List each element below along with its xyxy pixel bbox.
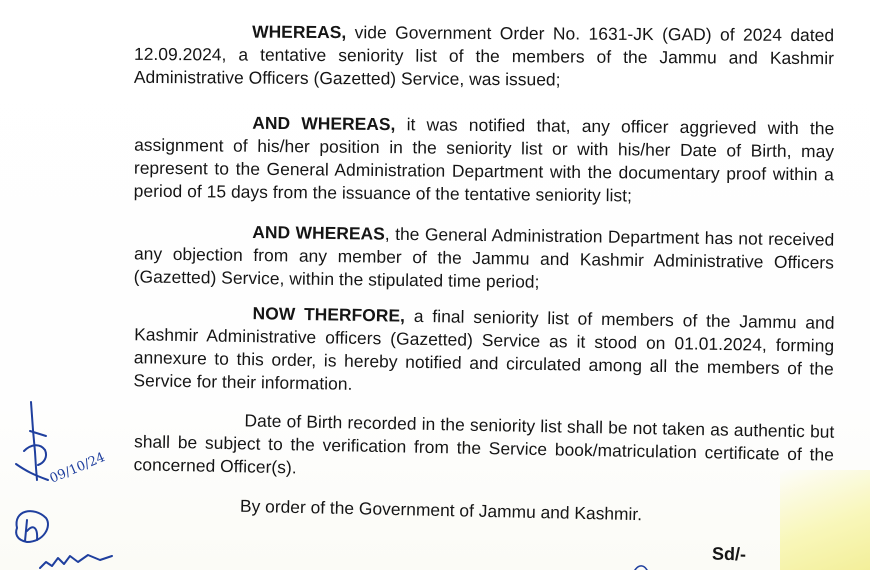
by-order-line: By order of the Government of Jammu and Kashmir. (239, 495, 643, 525)
paragraph-and-whereas-2 (134, 219, 835, 297)
signature-label: Sd/- (711, 543, 747, 565)
paragraph-date-of-birth (133, 407, 834, 489)
second-initial (16, 511, 112, 568)
handwritten-date (48, 450, 108, 487)
faint-ink-mark (635, 566, 647, 570)
indent-space (134, 128, 252, 129)
paragraph-now-therefore (133, 300, 834, 404)
paragraph-lead: AND WHEREAS (252, 221, 385, 244)
paragraph-text: a final seniority list of members of the Jammu and Kashmir Administrative officers (Gazetted) Service as it stood on 01.01.2024, forming annexure to this order, is hereby notified and circulated among all the members of the Service for their information. (133, 305, 835, 394)
paragraph-and-whereas-1 (134, 111, 835, 210)
indent-space (134, 236, 252, 238)
paragraph-text: vide Government Order No. 1631-JK (GAD) of 2024 dated 12.09.2024, a tentative seniority list of the members of the Jammu and Kashmir Administrative Officers (Gazetted) Service, was issued; (133, 22, 835, 90)
paragraph-lead: AND WHEREAS, (252, 112, 396, 135)
paragraph-whereas (134, 20, 834, 93)
paragraph-text: , the General Administration Department has not received any objection from any member of the Jammu and Kashmir Administrative Officers (Gazetted) Service, within the stipulated time period; (133, 223, 835, 292)
initial-signature (16, 402, 48, 480)
paragraph-text: Date of Birth recorded in the seniority list shall be not taken as authentic but shall be subject to the verification from the Service book/matriculation certificate of the concerned Officer(s). (133, 410, 835, 478)
paragraph-lead: WHEREAS, (252, 21, 347, 43)
handwritten-date-text: 09/10/24 (47, 450, 108, 487)
paragraph-lead: NOW THERFORE, (252, 303, 406, 326)
indent-space (135, 317, 253, 319)
indent-space (134, 37, 252, 38)
paragraph-text: it was notified that, any officer aggrieved with the assignment of his/her position in the seniority list or with his/her Date of Birth, may represent to the General Administration Department with the documentary proof within a period of 15 days from the issuance of the tentative seniority list; (133, 114, 835, 206)
indent-space (134, 424, 244, 426)
